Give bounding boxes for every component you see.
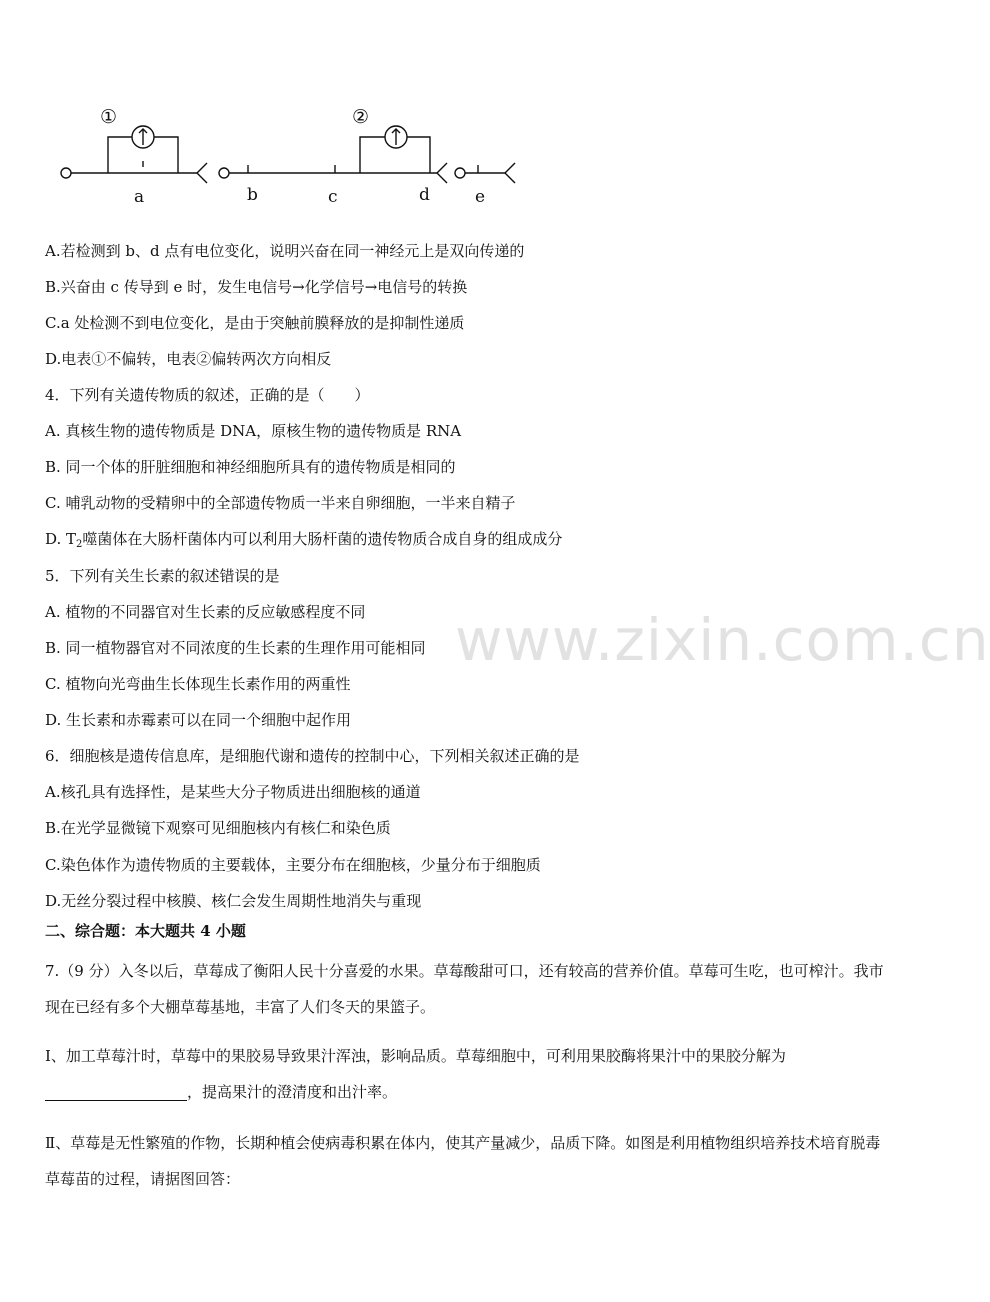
q6-option-c: C.染色体作为遗传物质的主要载体，主要分布在细胞核，少量分布于细胞质 <box>45 856 541 874</box>
point-a-label: a <box>134 187 145 207</box>
q7-part1-text-end: ，提高果汁的澄清度和出汁率。 <box>187 1083 398 1101</box>
nerve-diagram <box>50 100 530 212</box>
q7-part1-text: Ⅰ、加工草莓汁时，草莓中的果胶易导致果汁浑浊，影响品质。草莓细胞中，可利用果胶酶将果汁中的果胶分解为 <box>45 1047 786 1065</box>
q3-option-a: A.若检测到 b、d 点有电位变化，说明兴奋在同一神经元上是双向传递的 <box>45 242 525 260</box>
q6-option-b: B.在光学显微镜下观察可见细胞核内有核仁和染色质 <box>45 819 391 837</box>
q7-part1 <box>45 1038 885 1110</box>
point-b-label: b <box>247 185 258 205</box>
q6-option-a: A.核孔具有选择性，是某些大分子物质进出细胞核的通道 <box>45 783 421 801</box>
q4-option-d-prefix: D. T <box>45 530 77 548</box>
nerve-diagram-svg <box>50 100 530 212</box>
q4-option-d <box>45 529 562 555</box>
watermark: www.zixin.com.cn <box>455 606 990 674</box>
point-c-label: c <box>328 187 338 207</box>
q5-option-c: C. 植物向光弯曲生长体现生长素作用的两重性 <box>45 675 351 693</box>
answer-blank[interactable] <box>45 1082 187 1101</box>
meter-2-label: ② <box>352 106 370 128</box>
cell-body-1 <box>61 168 71 178</box>
q5-option-b: B. 同一植物器官对不同浓度的生长素的生理作用可能相同 <box>45 639 426 657</box>
q3-option-c: C.a 处检测不到电位变化，是由于突触前膜释放的是抑制性递质 <box>45 314 465 332</box>
q5-option-d: D. 生长素和赤霉素可以在同一个细胞中起作用 <box>45 711 352 729</box>
q7-intro: 7.（9 分）入冬以后，草莓成了衡阳人民十分喜爱的水果。草莓酸甜可口，还有较高的营养价值。草莓可生吃，也可榨汁。我市现在已经有多个大棚草莓基地，丰富了人们冬天的果篮子。 <box>45 962 884 1016</box>
q4-option-d-subscript: 2 <box>76 539 83 550</box>
point-d-label: d <box>419 185 430 205</box>
q4-option-b: B. 同一个体的肝脏细胞和神经细胞所具有的遗传物质是相同的 <box>45 458 456 476</box>
q4-option-c: C. 哺乳动物的受精卵中的全部遗传物质一半来自卵细胞，一半来自精子 <box>45 494 516 512</box>
q6-stem: 6．细胞核是遗传信息库，是细胞代谢和遗传的控制中心，下列相关叙述正确的是 <box>45 747 580 765</box>
meter-1-label: ① <box>100 106 118 128</box>
q3-option-b: B.兴奋由 c 传导到 e 时，发生电信号→化学信号→电信号的转换 <box>45 278 468 296</box>
section-2-heading: 二、综合题：本大题共 4 小题 <box>45 922 246 940</box>
q4-option-a: A. 真核生物的遗传物质是 DNA，原核生物的遗传物质是 RNA <box>45 422 462 440</box>
q5-stem: 5．下列有关生长素的叙述错误的是 <box>45 567 280 585</box>
point-e-label: e <box>475 187 486 207</box>
q3-option-d: D.电表①不偏转，电表②偏转两次方向相反 <box>45 350 332 368</box>
cell-body-2 <box>219 168 229 178</box>
q6-option-d: D.无丝分裂过程中核膜、核仁会发生周期性地消失与重现 <box>45 892 422 910</box>
q7-part2: Ⅱ、草莓是无性繁殖的作物，长期种植会使病毒积累在体内，使其产量减少，品质下降。如图是利用植物组织培养技术培育脱毒草莓苗的过程，请据图回答： <box>45 1134 881 1188</box>
q4-option-d-text: 噬菌体在大肠杆菌体内可以利用大肠杆菌的遗传物质合成自身的组成成分 <box>82 530 563 548</box>
cell-body-3 <box>455 168 465 178</box>
q5-option-a: A. 植物的不同器官对生长素的反应敏感程度不同 <box>45 603 366 621</box>
q4-stem: 4．下列有关遗传物质的叙述，正确的是（ ） <box>45 386 370 404</box>
